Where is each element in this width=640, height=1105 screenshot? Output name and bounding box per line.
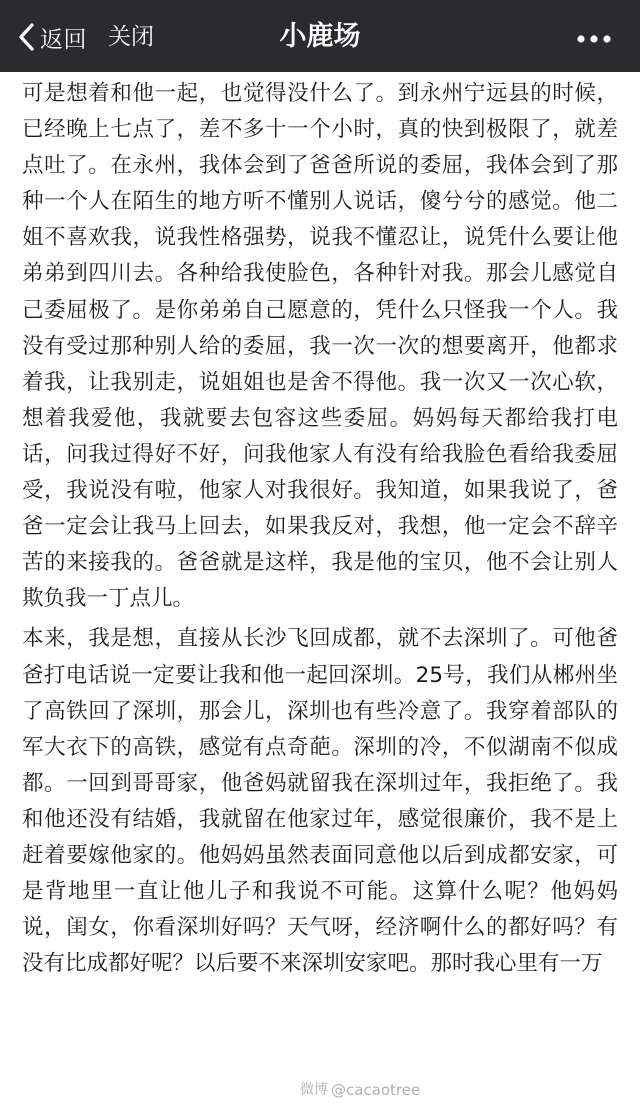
chevron-left-icon <box>18 23 34 51</box>
more-dots-icon <box>576 30 612 49</box>
page-title: 小鹿场 <box>279 21 361 52</box>
weibo-watermark-handle: @cacaotree <box>331 1081 421 1099</box>
close-button[interactable]: 关闭 <box>108 24 154 50</box>
more-options-button[interactable] <box>576 30 612 42</box>
weibo-watermark-prefix: 微博 <box>300 1082 328 1098</box>
article-body <box>22 72 618 1105</box>
article-paragraph: 本来，我是想，直接从长沙飞回成都，就不去深圳了。可他爸爸打电话说一定要让我和他一起回深圳。25号，我们从郴州坐了高铁回了深圳，那会儿，深圳也有些冷意了。我穿着部队的军大衣下的高铁，感觉有点奇葩。深圳的冷，不似湖南不似成都。一回到哥哥家，他爸妈就留我在深圳过年，我拒绝了。我和他还没有结婚，我就留在他家过年，感觉很廉价，我不是上赶着要嫁他家的。他妈妈虽然表面同意他以后到成都安家，可是背地里一直让他儿子和我说不可能。这算什么呢？他妈妈说，闺女，你看深圳好吗？天气呀，经济啊什么的都好吗？有没有比成都好呢？以后要不来深圳安家吧。那时我心里有一万 <box>22 626 618 977</box>
top-navigation-bar <box>0 0 640 72</box>
article-paragraph: 可是想着和他一起，也觉得没什么了。到永州宁远县的时候，已经晚上七点了，差不多十一个小时，真的快到极限了，就差点吐了。在永州，我体会到了爸爸所说的委屈，我体会到了那种一个人在陌生的地方听不懂别人说话，傻兮兮的感觉。他二姐不喜欢我，说我性格强势，说我不懂忍让，说凭什么要让他弟弟到四川去。各种给我使脸色，各种针对我。那会儿感觉自己委屈极了。是你弟弟自己愿意的，凭什么只怪我一个人。我没有受过那种别人给的委屈，我一次一次的想要离开，他都求着我，让我别走，说姐姐也是舍不得他。我一次又一次心软，想着我爱他，我就要去包容这些委屈。妈妈每天都给我打电话，问我过得好不好，问我他家人有没有给我脸色看给我委屈受，我说没有啦，他家人对我很好。我知道，如果我说了，爸爸一定会让我马上回去，如果我反对，我想，他一定会不辞辛苦的来接我的。爸爸就是这样，我是他的宝贝，他不会让别人欺负我一丁点儿。 <box>22 81 618 612</box>
back-label: 返回 <box>40 26 87 53</box>
back-button[interactable] <box>18 19 87 55</box>
